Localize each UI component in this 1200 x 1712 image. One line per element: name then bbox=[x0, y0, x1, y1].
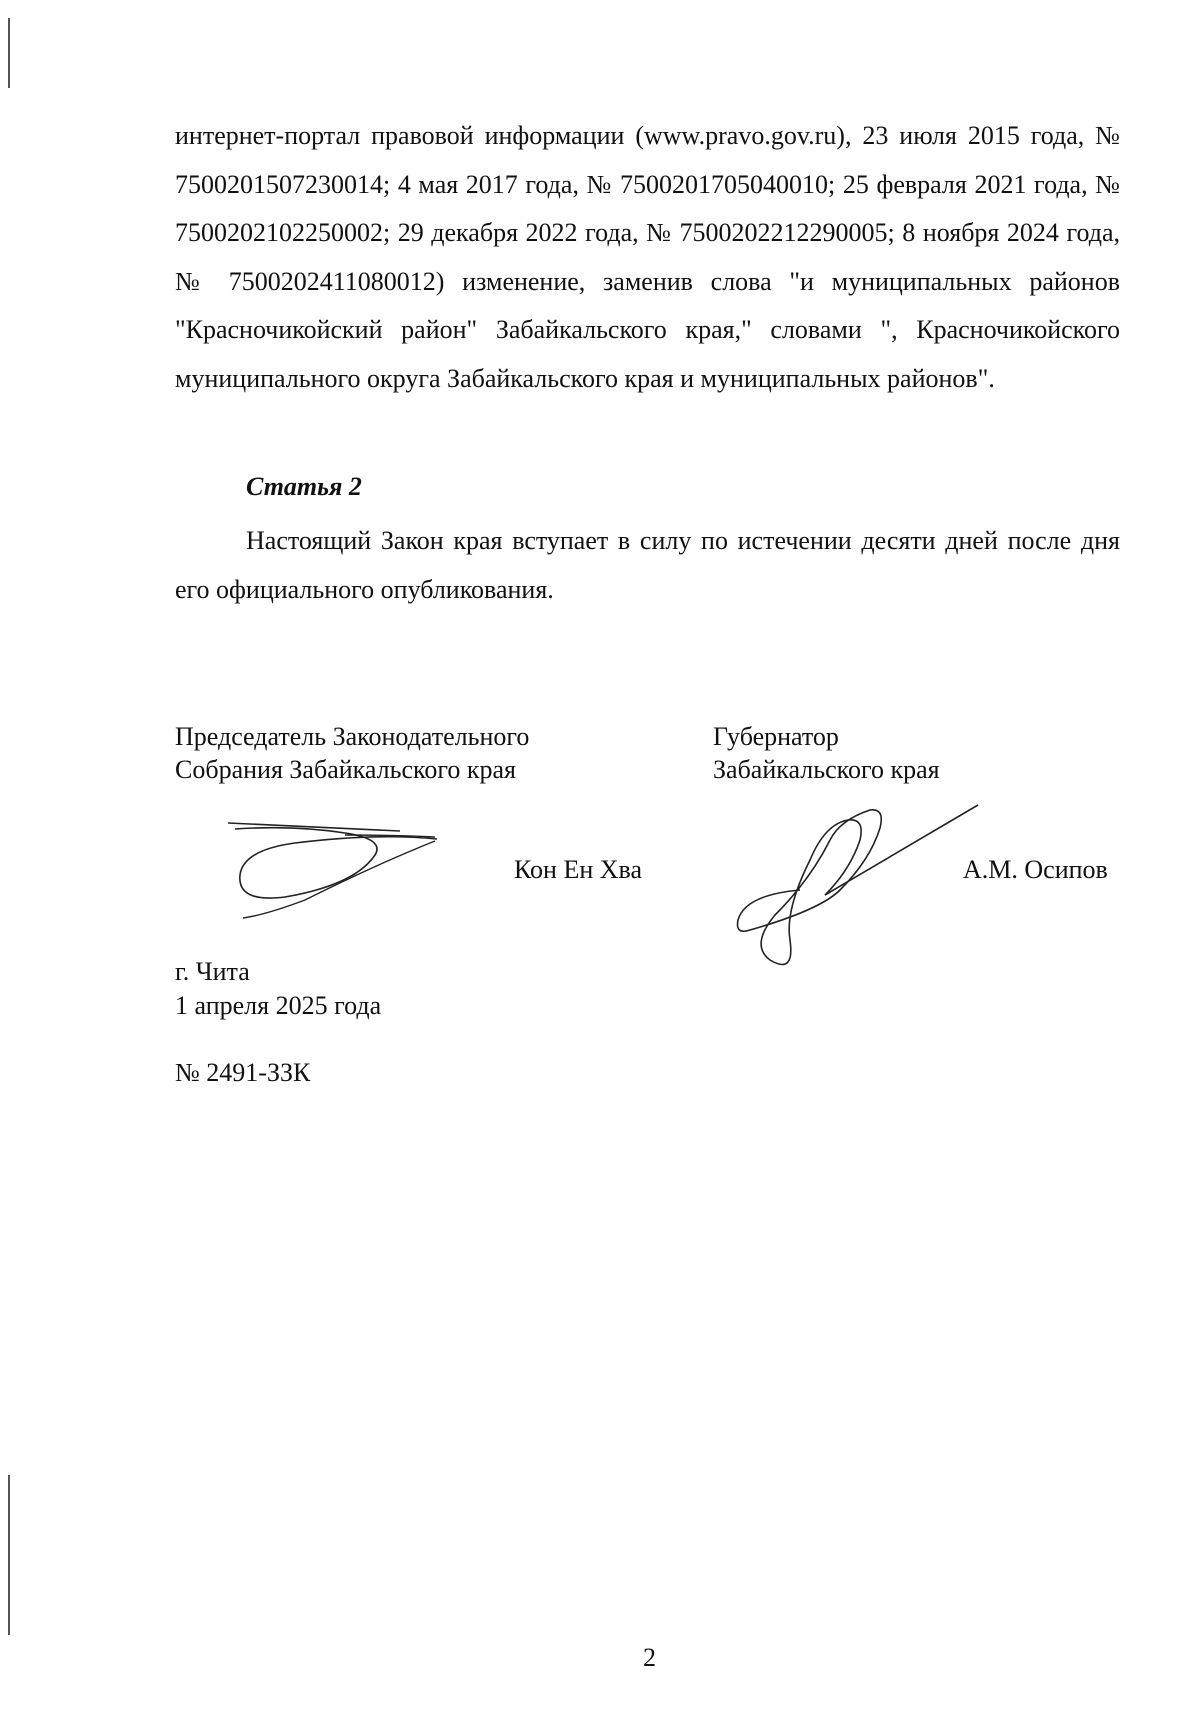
place: г. Чита bbox=[175, 957, 250, 986]
article-heading: Статья 2 bbox=[246, 472, 362, 501]
left-title-line: Председатель Законодательного bbox=[175, 722, 530, 751]
left-signatory-name: Кон Ен Хва bbox=[514, 855, 643, 884]
right-signatory-title bbox=[713, 720, 940, 786]
page-number: 2 bbox=[643, 1643, 656, 1672]
right-signatory-name: А.М. Осипов bbox=[963, 855, 1108, 884]
place-and-date bbox=[175, 955, 381, 1023]
right-handwritten-signature bbox=[730, 800, 980, 975]
right-title-line: Забайкальского края bbox=[713, 755, 940, 784]
date: 1 апреля 2025 года bbox=[175, 991, 382, 1020]
left-title-line: Собрания Забайкальского края bbox=[175, 755, 516, 784]
left-signatory-title bbox=[175, 720, 529, 786]
scan-margin-mark bbox=[8, 18, 10, 88]
scan-margin-mark bbox=[8, 1475, 10, 1635]
left-handwritten-signature bbox=[225, 815, 445, 920]
paragraph-amendment: интернет-портал правовой информации (www.pravo.gov.ru), 23 июля 2015 года, № 7500201507230014; 4 мая 2017 года, № 7500201705040010; 25 февраля 2021 года, № 7500202102250002; 29 декабря 2022 года, № 7500202212290005; 8 ноября 2024 года, № 7500202411080012) изменение, заменив слова "и муниципальных районов "Красночикойский район" Забайкальского края," словами ", Красночикойского муниципального округа Забайкальского края и муниципальных районов". bbox=[175, 121, 1120, 393]
right-title-line: Губернатор bbox=[713, 722, 839, 751]
law-number: № 2491-ЗЗК bbox=[175, 1058, 311, 1087]
paragraph-entry-into-force: Настоящий Закон края вступает в силу по истечении десяти дней после дня его официального опубликования. bbox=[175, 526, 1120, 604]
